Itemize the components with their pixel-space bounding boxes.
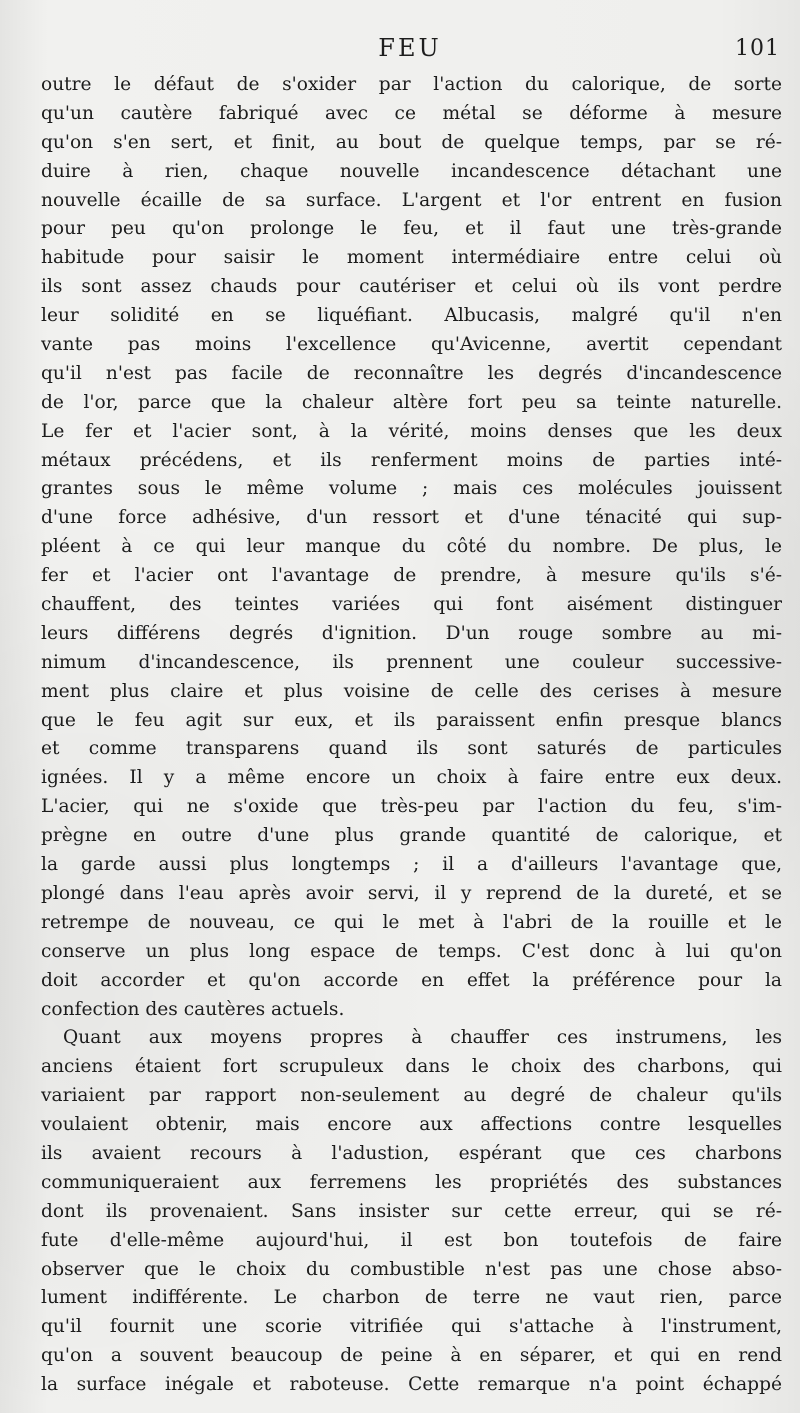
text-line: de l'or, parce que la chaleur altère fort peu sa teinte naturelle.: [41, 391, 782, 413]
text-line: chauffent, des teintes variées qui font aisément distinguer: [41, 594, 782, 616]
paragraph-first-line: Quant aux moyens propres à chauffer ces instrumens, les: [63, 1027, 782, 1049]
text-line: dont ils provenaient. Sans insister sur cette erreur, qui se ré-: [41, 1200, 782, 1222]
text-line: nouvelle écaille de sa surface. L'argent et l'or entrent en fusion: [41, 189, 782, 211]
text-line: fer et l'acier ont l'avantage de prendre, à mesure qu'ils s'é-: [41, 565, 782, 587]
text-line: la garde aussi plus longtemps ; il a d'ailleurs l'avantage que,: [41, 854, 782, 876]
text-line: observer que le choix du combustible n'est pas une chose abso-: [41, 1258, 782, 1280]
text-line: que le feu agit sur eux, et ils paraissent enfin presque blancs: [41, 709, 782, 731]
text-line: qu'on a souvent beaucoup de peine à en séparer, et qui en rend: [41, 1345, 782, 1367]
text-line: la surface inégale et raboteuse. Cette remarque n'a point échappé: [41, 1374, 782, 1396]
text-line: qu'un cautère fabriqué avec ce métal se déforme à mesure: [41, 102, 782, 124]
text-line: pléent à ce qui leur manque du côté du nombre. De plus, le: [41, 536, 782, 558]
text-line: nimum d'incandescence, ils prennent une couleur successive-: [41, 651, 782, 673]
text-line: conserve un plus long espace de temps. C'est donc à lui qu'on: [41, 940, 782, 962]
text-line: Le fer et l'acier sont, à la vérité, moins denses que les deux: [41, 420, 782, 442]
text-line: habitude pour saisir le moment intermédiaire entre celui où: [41, 247, 782, 269]
text-line: doit accorder et qu'on accorde en effet la préférence pour la: [41, 969, 782, 991]
text-line: communiqueraient aux ferremens les propriétés des substances: [41, 1171, 782, 1193]
text-line: voulaient obtenir, mais encore aux affections contre lesquelles: [41, 1114, 782, 1136]
text-line: variaient par rapport non-seulement au degré de chaleur qu'ils: [41, 1085, 782, 1107]
text-line: prègne en outre d'une plus grande quantité de calorique, et: [41, 825, 782, 847]
text-line: qu'on s'en sert, et finit, au bout de quelque temps, par se ré-: [41, 131, 782, 153]
text-line: grantes sous le même volume ; mais ces molécules jouissent: [41, 478, 782, 500]
text-line: métaux précédens, et ils renferment moins de parties inté-: [41, 449, 782, 471]
text-line: et comme transparens quand ils sont saturés de particules: [41, 738, 782, 760]
running-head: [40, 34, 780, 68]
text-line: retrempe de nouveau, ce qui le met à l'abri de la rouille et le: [41, 911, 782, 933]
text-line: vante pas moins l'excellence qu'Avicenne, avertit cependant: [41, 334, 782, 356]
text-line: d'une force adhésive, d'un ressort et d'une ténacité qui sup-: [41, 507, 782, 529]
text-line: qu'il fournit une scorie vitrifiée qui s'attache à l'instrument,: [41, 1316, 782, 1338]
text-line: duire à rien, chaque nouvelle incandescence détachant une: [41, 160, 782, 182]
page-number: 101: [735, 36, 780, 61]
text-line: qu'il n'est pas facile de reconnaître les degrés d'incandescence: [41, 362, 782, 384]
text-line: L'acier, qui ne s'oxide que très-peu par l'action du feu, s'im-: [41, 796, 782, 818]
text-line: ment plus claire et plus voisine de celle des cerises à mesure: [41, 680, 782, 702]
text-line: ils avaient recours à l'adustion, espérant que ces charbons: [41, 1142, 782, 1164]
body-text: [41, 71, 782, 1400]
running-head-title: FEU: [378, 34, 442, 62]
text-line: anciens étaient fort scrupuleux dans le choix des charbons, qui: [41, 1056, 782, 1078]
text-line: leur solidité en se liquéfiant. Albucasis, malgré qu'il n'en: [41, 305, 782, 327]
text-line: pour peu qu'on prolonge le feu, et il faut une très-grande: [41, 218, 782, 240]
paragraph-last-line: confection des cautères actuels.: [41, 998, 345, 1020]
text-line: ils sont assez chauds pour cautériser et celui où ils vont perdre: [41, 276, 782, 298]
text-line: fute d'elle-même aujourd'hui, il est bon toutefois de faire: [41, 1229, 782, 1251]
text-line: ignées. Il y a même encore un choix à faire entre eux deux.: [41, 767, 782, 789]
text-line: lument indifférente. Le charbon de terre ne vaut rien, parce: [41, 1287, 782, 1309]
text-line: plongé dans l'eau après avoir servi, il y reprend de la dureté, et se: [41, 882, 782, 904]
text-line: outre le défaut de s'oxider par l'action du calorique, de sorte: [41, 74, 782, 95]
text-line: leurs différens degrés d'ignition. D'un rouge sombre au mi-: [41, 622, 782, 644]
